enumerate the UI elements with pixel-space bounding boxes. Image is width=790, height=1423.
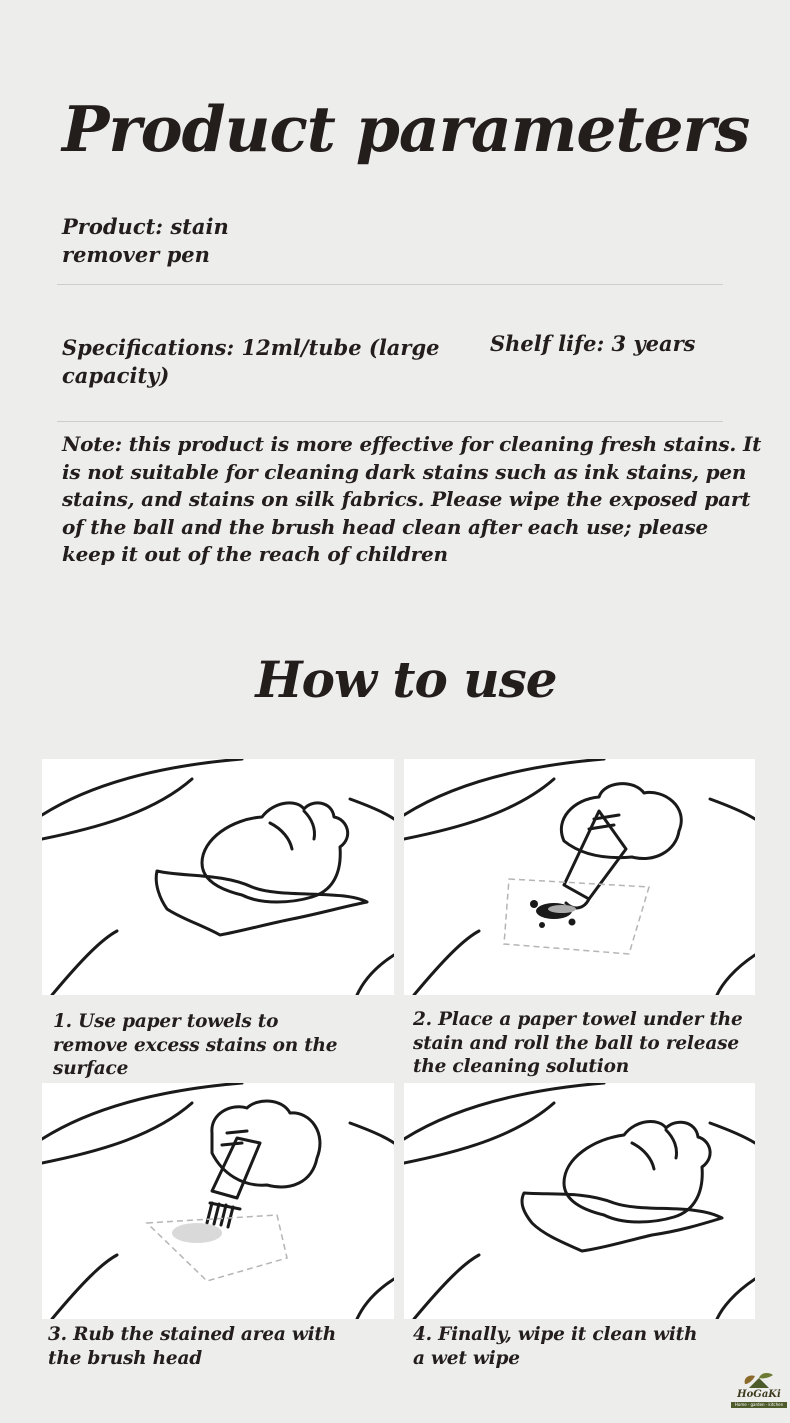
step-1-illustration xyxy=(42,759,394,995)
product-note: Note: this product is more effective for cleaning fresh stains. It is not suitable for cleaning dark stains such as ink stains, pen stains, and stains on silk fabrics. Please wipe the exposed part of the ball and the brush head clean after each use; please keep it out of the reach of children xyxy=(62,432,762,566)
param-product: Product: stain remover pen xyxy=(62,214,229,267)
step-4-caption: 4. Finally, wipe it clean with a wet wipe xyxy=(413,1324,698,1369)
how-to-use-title: How to use xyxy=(255,650,557,709)
step-4-illustration xyxy=(404,1083,755,1319)
shirt-wiping-illustration xyxy=(404,1083,755,1319)
shirt-hand-towel-illustration xyxy=(42,759,394,995)
step-3-caption: 3. Rub the stained area with the brush head xyxy=(48,1324,337,1369)
shirt-pen-rolling-illustration xyxy=(404,759,755,995)
page-title: Product parameters xyxy=(62,92,750,166)
brand-logo xyxy=(731,1372,787,1410)
divider xyxy=(57,421,723,422)
shirt-brushing-illustration xyxy=(42,1083,394,1319)
param-shelf-life: Shelf life: 3 years xyxy=(490,331,696,356)
leaf-house-icon xyxy=(731,1372,787,1390)
step-2-caption: 2. Place a paper towel under the stain and roll the ball to release the cleaning solution xyxy=(413,1009,743,1077)
divider xyxy=(57,284,723,285)
param-specifications: Specifications: 12ml/tube (large capacity) xyxy=(62,335,440,388)
step-1-caption: 1. Use paper towels to remove excess stains on the surface xyxy=(53,1011,338,1079)
logo-name: HoGaKi xyxy=(737,1389,781,1400)
step-2-illustration xyxy=(404,759,755,995)
logo-tagline: Home · garden · kitchen xyxy=(731,1402,787,1408)
step-3-illustration xyxy=(42,1083,394,1319)
